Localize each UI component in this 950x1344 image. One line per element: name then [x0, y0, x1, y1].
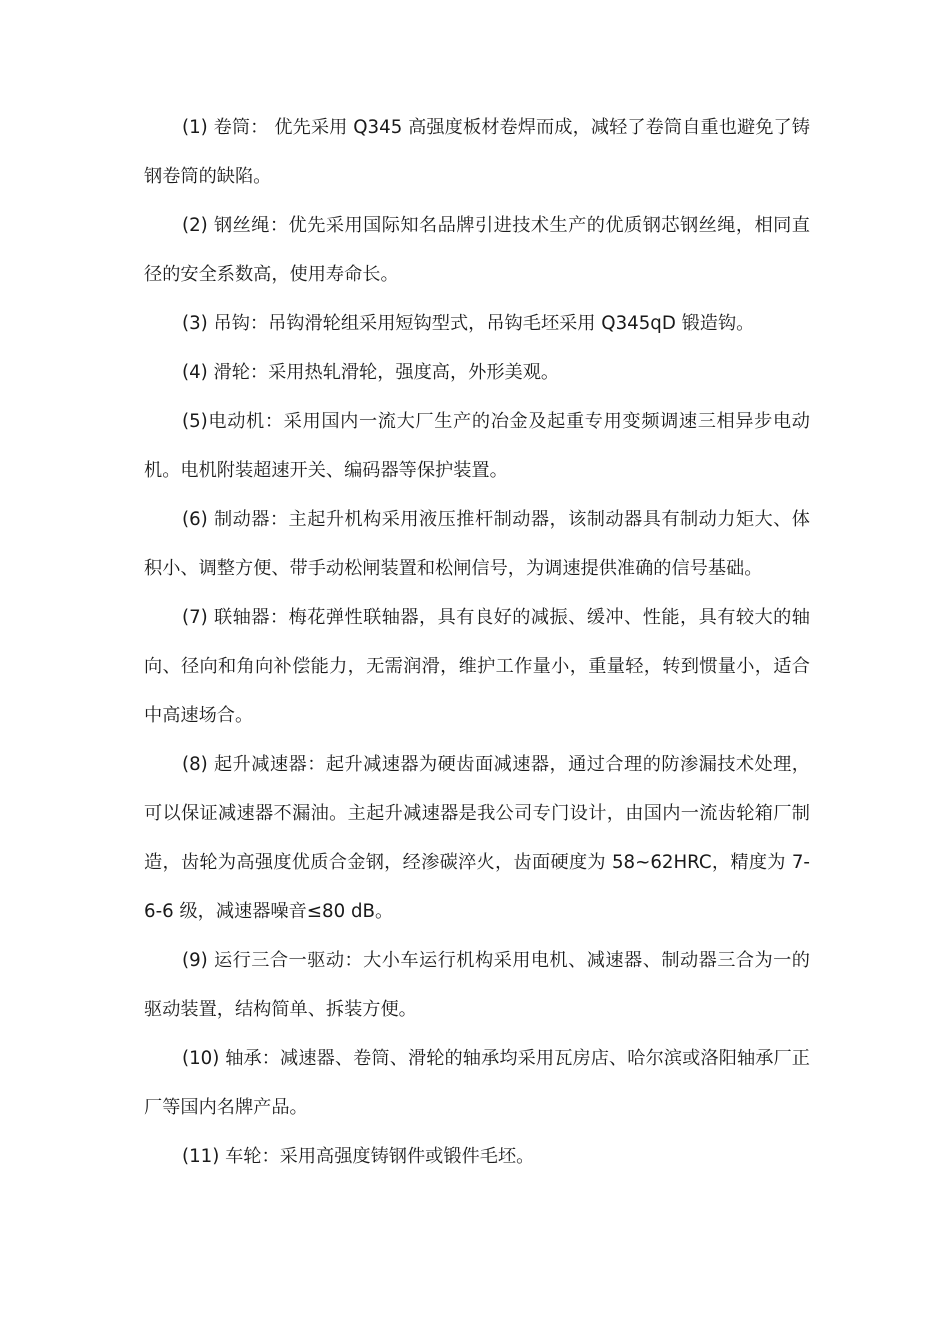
paragraph-hook: (3) 吊钩：吊钩滑轮组采用短钩型式，吊钩毛坯采用 Q345qD 锻造钩。: [182, 313, 755, 334]
paragraph-pulley: (4) 滑轮：采用热轧滑轮，强度高，外形美观。: [182, 362, 560, 383]
paragraph-wire-rope: (2) 钢丝绳：优先采用国际知名品牌引进技术生产的优质钢芯钢丝绳，相同直径的安全系数高，使用寿命长。: [144, 215, 810, 285]
paragraph-motor: (5)电动机：采用国内一流大厂生产的冶金及起重专用变频调速三相异步电动机。电机附装超速开关、编码器等保护装置。: [144, 411, 810, 481]
paragraph-bearing: (10) 轴承：减速器、卷筒、滑轮的轴承均采用瓦房店、哈尔滨或洛阳轴承厂正厂等国内名牌产品。: [144, 1048, 810, 1118]
paragraph-drive-unit: (9) 运行三合一驱动：大小车运行机构采用电机、减速器、制动器三合为一的驱动装置，结构简单、拆装方便。: [144, 950, 810, 1020]
paragraph-wheel: (11) 车轮：采用高强度铸钢件或锻件毛坯。: [182, 1146, 535, 1167]
paragraph-coupling: (7) 联轴器：梅花弹性联轴器，具有良好的减振、缓冲、性能，具有较大的轴向、径向和角向补偿能力，无需润滑，维护工作量小，重量轻，转到惯量小，适合中高速场合。: [144, 607, 810, 726]
paragraph-reducer: (8) 起升减速器：起升减速器为硬齿面减速器，通过合理的防渗漏技术处理，可以保证减速器不漏油。主起升减速器是我公司专门设计，由国内一流齿轮箱厂制造，齿轮为高强度优质合金钢，经渗碳淬火，齿面硬度为 58~62HRC，精度为 7-6-6 级，减速器噪音≤80 dB。: [144, 754, 810, 922]
paragraph-brake: (6) 制动器：主起升机构采用液压推杆制动器，该制动器具有制动力矩大、体积小、调整方便、带手动松闸装置和松闸信号，为调速提供准确的信号基础。: [144, 509, 810, 579]
paragraph-drum: (1) 卷筒： 优先采用 Q345 高强度板材卷焊而成，减轻了卷筒自重也避免了铸钢卷筒的缺陷。: [144, 117, 810, 187]
document-body: [144, 103, 810, 1181]
